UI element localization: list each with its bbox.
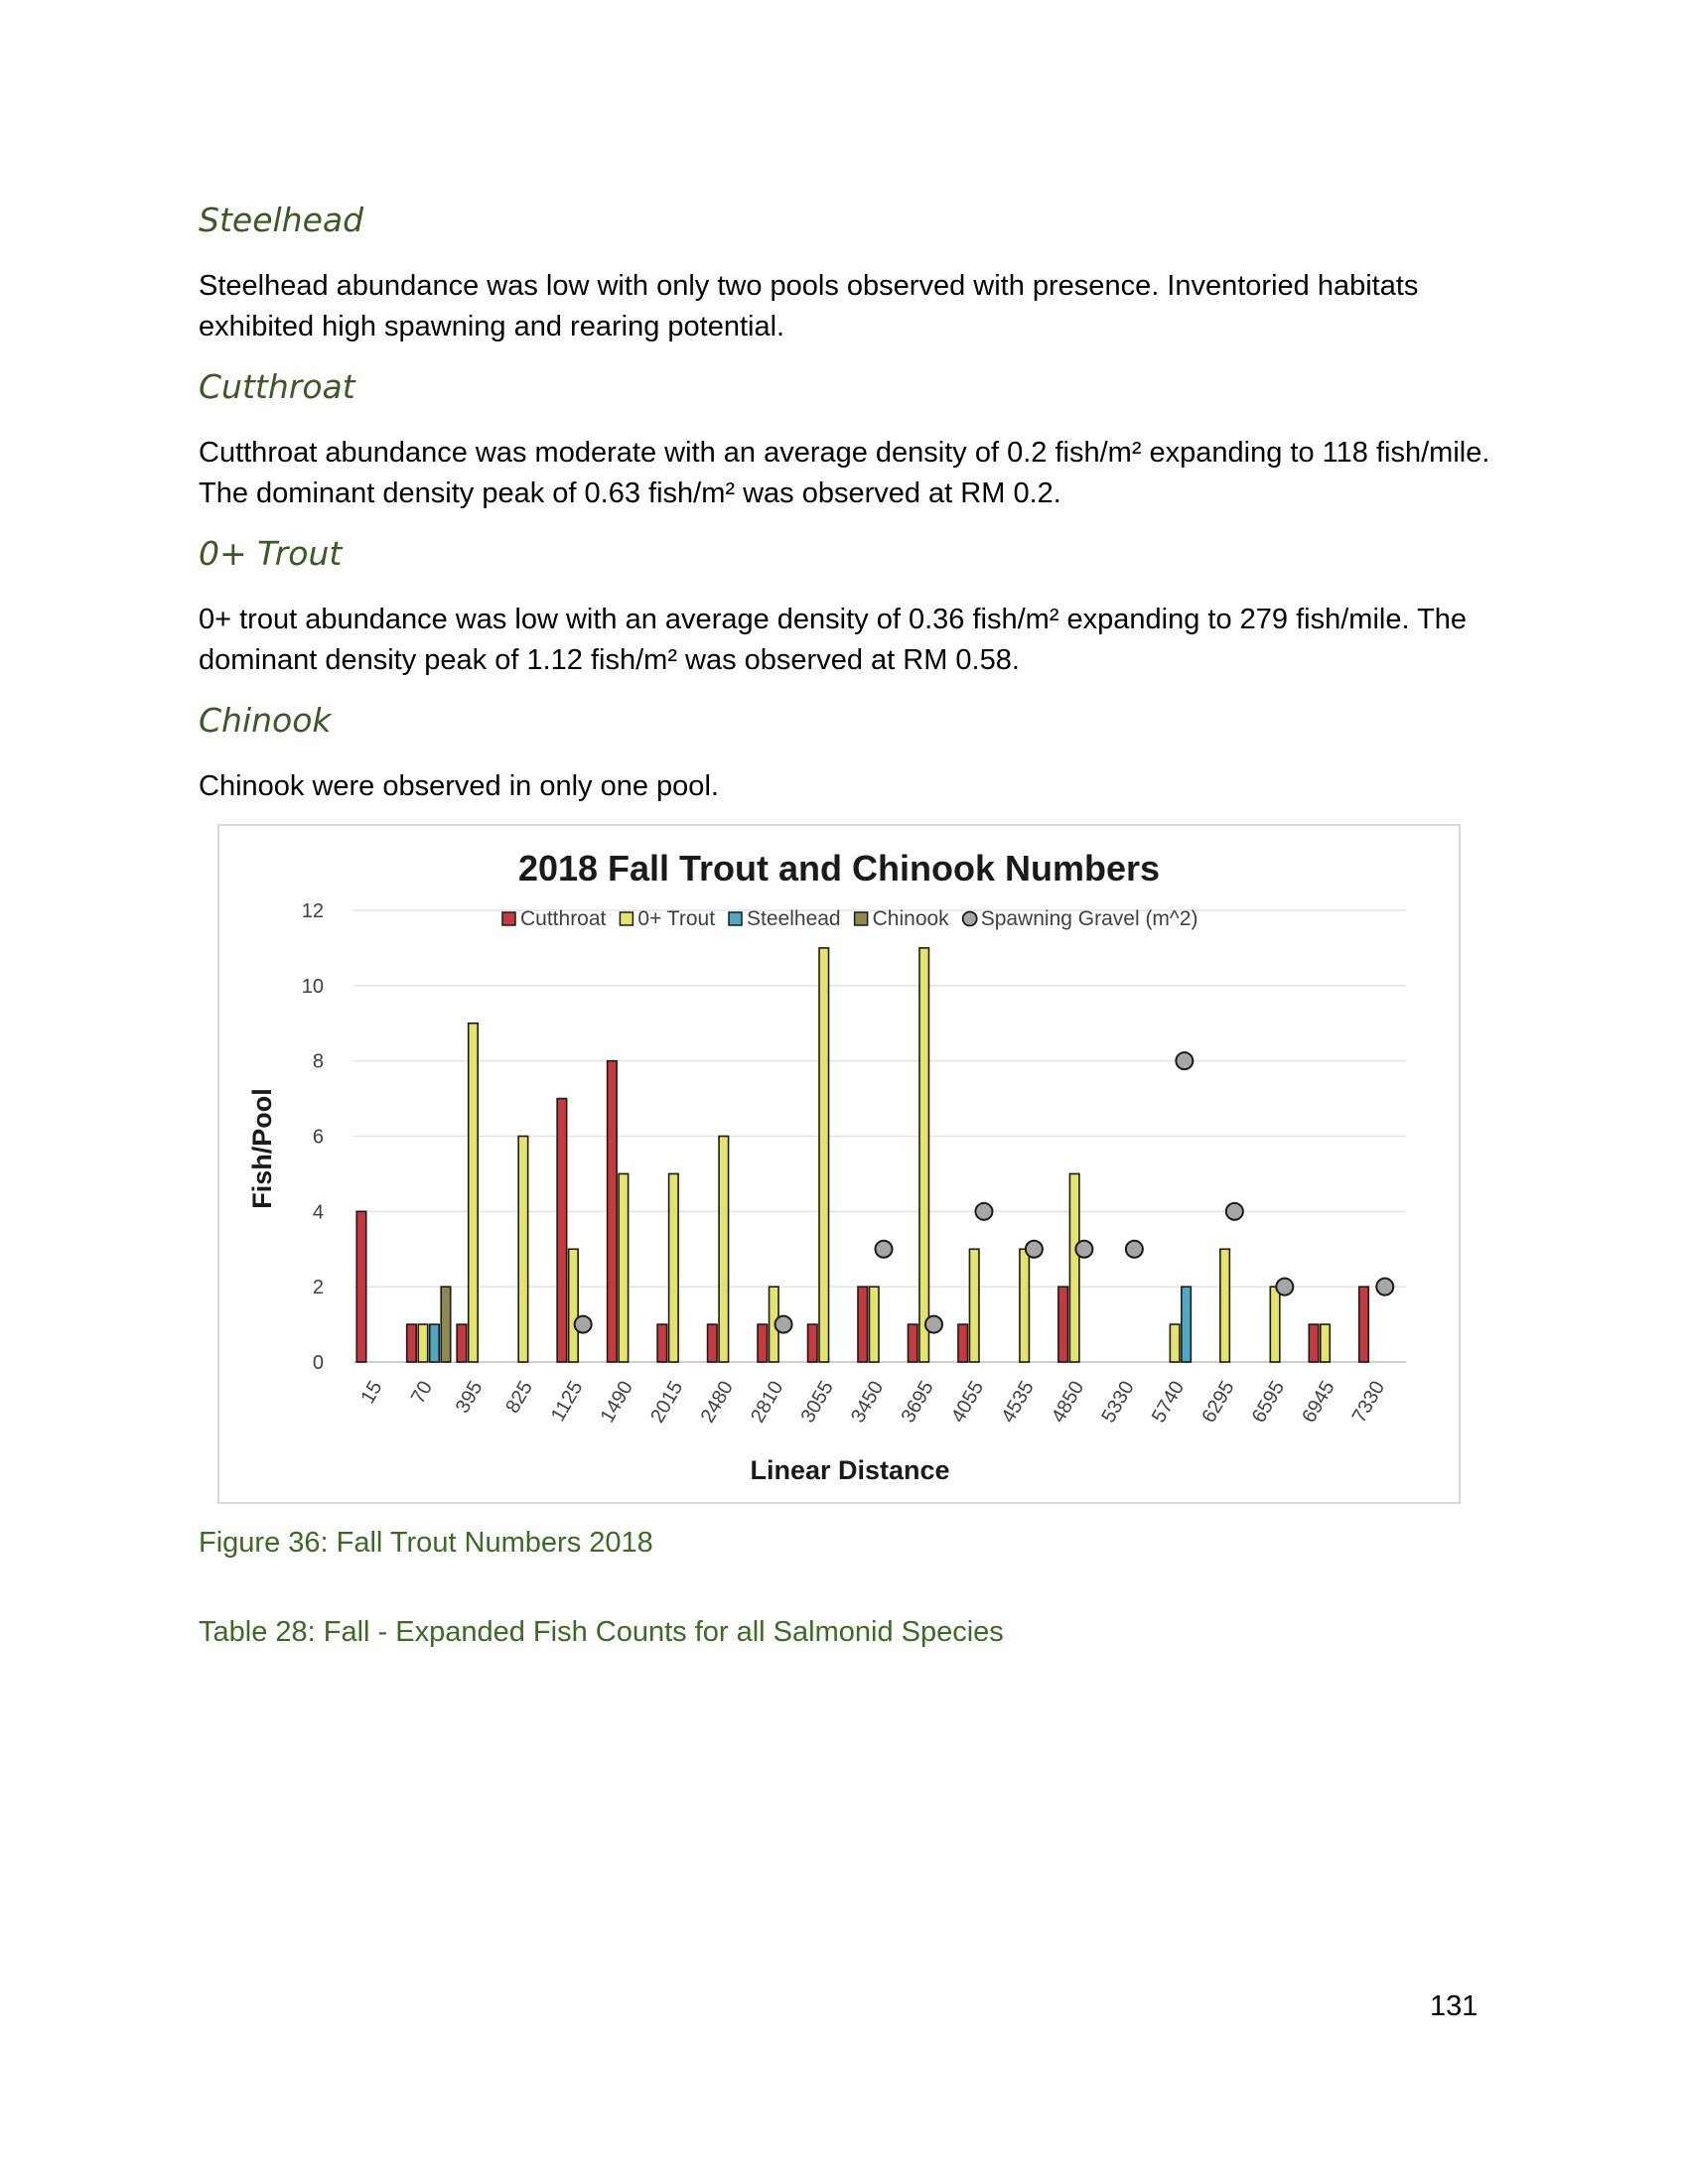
marker-spawning-gravel-5330 — [1126, 1241, 1143, 1258]
legend-label: Spawning Gravel (m^2) — [980, 907, 1198, 930]
bar-cutthroat-4055 — [958, 1324, 968, 1362]
legend-label: Steelhead — [747, 907, 841, 930]
bar-0-trout-1490 — [619, 1173, 629, 1362]
x-tick-label: 2480 — [696, 1377, 738, 1428]
bar-0-trout-5740 — [1170, 1324, 1180, 1362]
x-tick-label: 6595 — [1247, 1377, 1290, 1428]
marker-spawning-gravel-6295 — [1226, 1203, 1243, 1220]
section-heading-steelhead: Steelhead — [199, 201, 364, 239]
section-text-cutthroat: Cutthroat abundance was moderate with an average density of 0.2 fish/m² expanding to 118 fish/mile. The dominant density peak of 0.63 fish/m² was observed at RM 0.2. — [199, 437, 1490, 509]
bar-cutthroat-2810 — [758, 1324, 768, 1362]
marker-spawning-gravel-2810 — [775, 1316, 792, 1333]
y-tick-label: 6 — [312, 1126, 324, 1149]
section-text-0-trout: 0+ trout abundance was low with an average density of 0.36 fish/m² expanding to 279 fish/mile. The dominant density peak of 1.12 fish/m² was observed at RM 0.58. — [199, 604, 1468, 676]
marker-spawning-gravel-3450 — [876, 1241, 893, 1258]
bar-steelhead-70 — [430, 1324, 440, 1362]
bar-0-trout-6945 — [1321, 1324, 1331, 1362]
bar-cutthroat-3450 — [858, 1287, 868, 1362]
bar-0-trout-4535 — [1020, 1249, 1030, 1362]
plot-area — [302, 900, 1406, 1427]
x-tick-label: 825 — [501, 1377, 537, 1418]
section-heading-0-trout: 0+ Trout — [199, 534, 343, 573]
bar-cutthroat-2480 — [708, 1324, 718, 1362]
bar-cutthroat-1490 — [608, 1061, 618, 1362]
x-tick-label: 5330 — [1097, 1377, 1139, 1428]
marker-spawning-gravel-4055 — [975, 1203, 992, 1220]
x-tick-label: 7330 — [1347, 1377, 1390, 1428]
y-axis-label: Fish/Pool — [247, 1088, 277, 1209]
x-tick-label: 1125 — [546, 1377, 588, 1426]
x-tick-label: 1490 — [596, 1377, 637, 1428]
x-tick-label: 4850 — [1047, 1377, 1089, 1428]
bar-0-trout-6295 — [1220, 1249, 1230, 1362]
section-heading-cutthroat: Cutthroat — [199, 367, 355, 406]
marker-spawning-gravel-4535 — [1026, 1241, 1043, 1258]
bar-cutthroat-6945 — [1309, 1324, 1319, 1362]
bar-cutthroat-4850 — [1058, 1287, 1068, 1362]
bar-cutthroat-3055 — [808, 1324, 818, 1362]
bar-chart — [219, 826, 1459, 1502]
x-tick-label: 3055 — [796, 1377, 838, 1428]
bar-cutthroat-1125 — [557, 1099, 567, 1362]
bar-0-trout-825 — [518, 1137, 528, 1363]
marker-spawning-gravel-7330 — [1376, 1279, 1393, 1296]
legend-swatch — [729, 912, 742, 925]
bar-chinook-70 — [441, 1287, 451, 1362]
bar-0-trout-3695 — [919, 948, 929, 1362]
legend-swatch — [855, 912, 868, 925]
marker-spawning-gravel-1125 — [575, 1316, 592, 1333]
x-tick-label: 6945 — [1298, 1377, 1339, 1428]
y-tick-label: 0 — [312, 1352, 324, 1374]
legend-label: 0+ Trout — [637, 907, 716, 930]
bar-cutthroat-3695 — [908, 1324, 917, 1362]
marker-spawning-gravel-5740 — [1176, 1052, 1193, 1069]
bar-0-trout-2480 — [719, 1137, 729, 1363]
bar-cutthroat-2015 — [657, 1324, 667, 1362]
x-tick-label: 70 — [406, 1377, 438, 1408]
x-tick-label: 4535 — [997, 1377, 1039, 1428]
page-number: 131 — [1430, 1990, 1478, 2022]
bar-0-trout-2015 — [669, 1173, 679, 1362]
x-axis-label: Linear Distance — [750, 1455, 950, 1485]
marker-spawning-gravel-6595 — [1276, 1279, 1293, 1296]
bar-0-trout-395 — [469, 1024, 479, 1362]
y-tick-label: 10 — [301, 975, 324, 998]
section-text-steelhead: Steelhead abundance was low with only two pools observed with presence. Inventoried habitats exhibited high spawning and rearing potential. — [199, 270, 1419, 342]
bar-cutthroat-70 — [407, 1324, 417, 1362]
legend-swatch — [620, 912, 633, 925]
y-tick-label: 8 — [312, 1050, 324, 1073]
legend-swatch — [502, 912, 515, 925]
x-tick-label: 3695 — [897, 1377, 938, 1428]
legend-swatch — [963, 912, 977, 926]
bar-0-trout-3055 — [819, 948, 829, 1362]
bar-0-trout-4055 — [969, 1249, 979, 1362]
x-tick-label: 6295 — [1197, 1377, 1239, 1428]
bar-0-trout-6595 — [1270, 1287, 1280, 1362]
section-text-chinook: Chinook were observed in only one pool. — [199, 770, 719, 802]
bar-0-trout-70 — [418, 1324, 428, 1362]
y-tick-label: 2 — [312, 1277, 324, 1299]
x-tick-label: 5740 — [1147, 1377, 1190, 1428]
x-tick-label: 2015 — [646, 1377, 688, 1428]
legend-label: Cutthroat — [520, 907, 607, 930]
legend-item-spawning-gravel-m-2- — [963, 907, 1198, 930]
bar-0-trout-3450 — [870, 1287, 880, 1362]
x-tick-label: 15 — [356, 1377, 387, 1408]
bar-cutthroat-15 — [356, 1211, 366, 1362]
y-tick-label: 4 — [312, 1201, 324, 1224]
bar-cutthroat-7330 — [1359, 1287, 1369, 1362]
chart-title: 2018 Fall Trout and Chinook Numbers — [517, 848, 1161, 888]
marker-spawning-gravel-3695 — [925, 1316, 942, 1333]
marker-spawning-gravel-4850 — [1075, 1241, 1092, 1258]
bar-0-trout-1125 — [569, 1249, 579, 1362]
table-caption: Table 28: Fall - Expanded Fish Counts for all Salmonid Species — [199, 1616, 1004, 1648]
bar-steelhead-5740 — [1182, 1287, 1192, 1362]
bar-0-trout-4850 — [1069, 1173, 1079, 1362]
legend-label: Chinook — [872, 907, 949, 930]
section-heading-chinook: Chinook — [199, 701, 332, 740]
figure-caption: Figure 36: Fall Trout Numbers 2018 — [199, 1527, 653, 1559]
chart-container — [217, 824, 1461, 1504]
y-tick-label: 12 — [301, 900, 324, 922]
bar-cutthroat-395 — [457, 1324, 467, 1362]
x-tick-label: 4055 — [946, 1377, 989, 1428]
x-tick-label: 395 — [451, 1377, 488, 1418]
x-tick-label: 3450 — [847, 1377, 889, 1428]
x-tick-label: 2810 — [747, 1377, 788, 1428]
